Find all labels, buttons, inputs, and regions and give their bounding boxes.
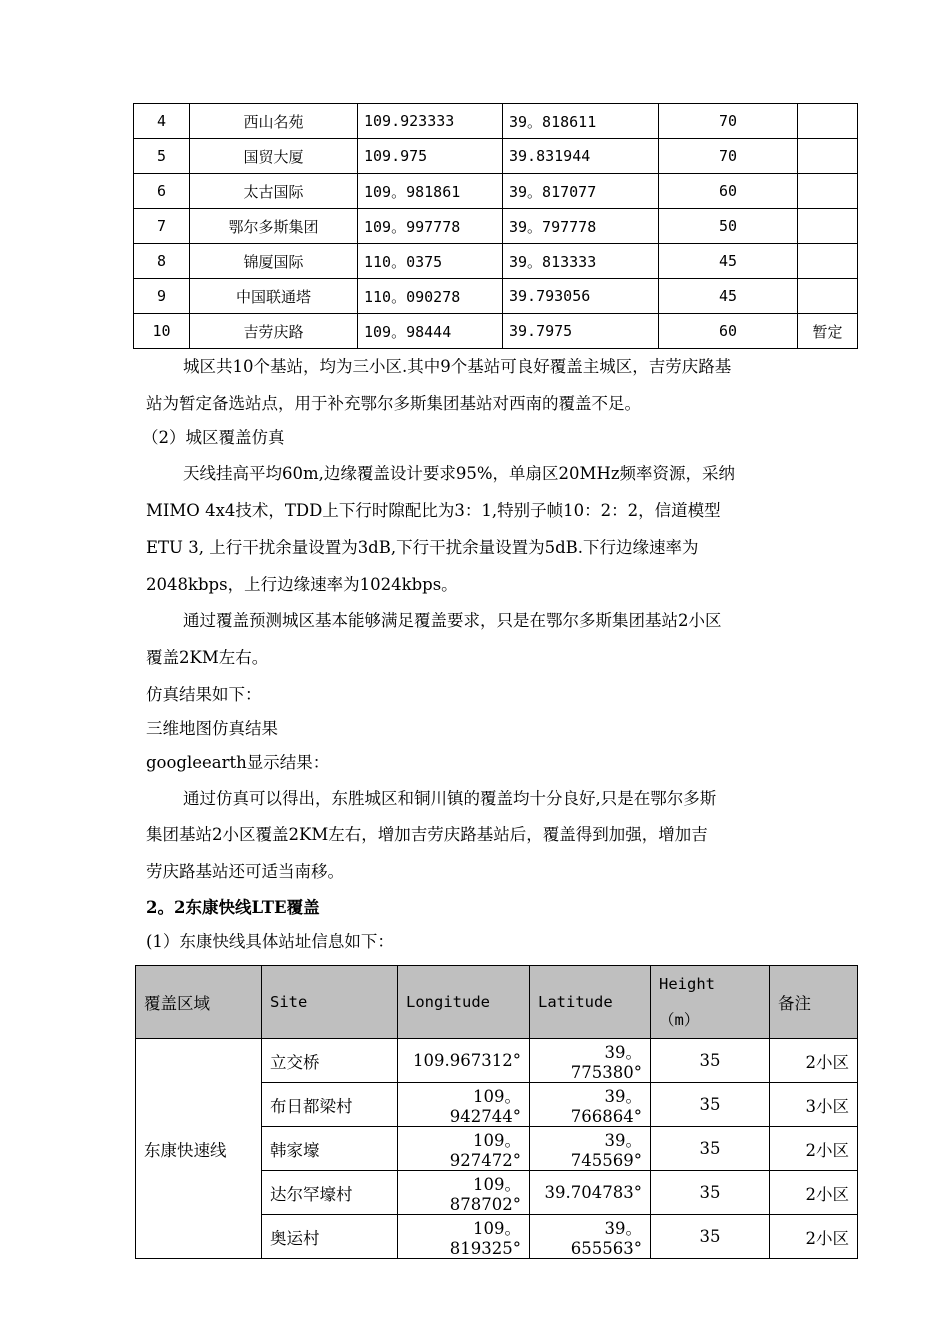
table-cell-latitude: 39。745569° <box>530 1127 651 1171</box>
header-site: Site <box>262 966 398 1039</box>
table-cell-longitude: 109。927472° <box>398 1127 530 1171</box>
table-row <box>136 1039 858 1083</box>
table-cell-latitude: 39。813333 <box>503 244 659 279</box>
table-cell-note <box>798 174 858 209</box>
header-note: 备注 <box>770 966 858 1039</box>
table-cell-longitude: 109。981861 <box>358 174 503 209</box>
table-cell-site: 韩家壕 <box>262 1127 398 1171</box>
table-cell-name: 中国联通塔 <box>190 279 358 314</box>
section-heading: 2。2东康快线LTE覆盖 <box>146 898 320 917</box>
table-cell-name: 吉劳庆路 <box>190 314 358 349</box>
table-cell-note <box>798 279 858 314</box>
paragraph-line: 覆盖2KM左右。 <box>146 648 269 667</box>
table-cell-index: 8 <box>134 244 190 279</box>
table-row <box>134 244 858 279</box>
table-row <box>134 104 858 139</box>
table-cell-name: 锦厦国际 <box>190 244 358 279</box>
table-cell-site: 达尔罕壕村 <box>262 1171 398 1215</box>
table-cell-note <box>798 104 858 139</box>
table-cell-note: 暂定 <box>798 314 858 349</box>
table-cell-longitude: 110。090278 <box>358 279 503 314</box>
site-info-table <box>135 965 858 1259</box>
table-cell-latitude: 39.704783° <box>530 1171 651 1215</box>
table-cell-site: 布日都梁村 <box>262 1083 398 1127</box>
table-cell-height: 45 <box>659 279 798 314</box>
table-cell-height: 35 <box>651 1083 770 1127</box>
paragraph-line: ETU 3, 上行干扰余量设置为3dB,下行干扰余量设置为5dB.下行边缘速率为 <box>146 538 699 557</box>
table-cell-note <box>798 209 858 244</box>
table-row <box>134 209 858 244</box>
table-cell-note: 3小区 <box>770 1083 858 1127</box>
table-cell-index: 9 <box>134 279 190 314</box>
paragraph-line: 通过覆盖预测城区基本能够满足覆盖要求，只是在鄂尔多斯集团基站2小区 <box>183 611 722 630</box>
table-cell-height: 35 <box>651 1127 770 1171</box>
paragraph-line: MIMO 4x4技术，TDD上下行时隙配比为3：1,特别子帧10：2：2，信道模型 <box>146 501 721 520</box>
table-cell-height: 60 <box>659 174 798 209</box>
table-cell-name: 鄂尔多斯集团 <box>190 209 358 244</box>
table-cell-latitude: 39。817077 <box>503 174 659 209</box>
table-cell-latitude: 39。818611 <box>503 104 659 139</box>
paragraph-line: 集团基站2小区覆盖2KM左右，增加吉劳庆路基站后，覆盖得到加强，增加吉 <box>146 825 708 844</box>
header-area: 覆盖区域 <box>136 966 262 1039</box>
table-cell-latitude: 39。797778 <box>503 209 659 244</box>
paragraph-line: 劳庆路基站还可适当南移。 <box>146 862 344 881</box>
table-cell-note <box>798 139 858 174</box>
table-row <box>134 174 858 209</box>
table-cell-height: 35 <box>651 1039 770 1083</box>
paragraph-line: (1）东康快线具体站址信息如下： <box>146 932 394 951</box>
table-cell-latitude: 39.7975 <box>503 314 659 349</box>
table-cell-latitude: 39。655563° <box>530 1215 651 1259</box>
table-cell-longitude: 109。942744° <box>398 1083 530 1127</box>
paragraph-line: 仿真结果如下： <box>146 685 262 704</box>
section-heading: （2）城区覆盖仿真 <box>142 428 285 447</box>
table-cell-name: 国贸大厦 <box>190 139 358 174</box>
base-station-table <box>133 103 858 349</box>
table-cell-longitude: 109.967312° <box>398 1039 530 1083</box>
table-cell-height: 35 <box>651 1171 770 1215</box>
table-cell-site: 立交桥 <box>262 1039 398 1083</box>
paragraph-line: 城区共10个基站，均为三小区.其中9个基站可良好覆盖主城区，吉劳庆路基 <box>183 357 732 376</box>
paragraph-line: 三维地图仿真结果 <box>146 719 278 738</box>
table-cell-index: 10 <box>134 314 190 349</box>
area-cell: 东康快速线 <box>136 1039 262 1259</box>
table-cell-height: 35 <box>651 1215 770 1259</box>
table-cell-index: 7 <box>134 209 190 244</box>
paragraph-line: 2048kbps，上行边缘速率为1024kbps。 <box>146 575 458 594</box>
paragraph-line: 天线挂高平均60m,边缘覆盖设计要求95%，单扇区20MHz频率资源，采纳 <box>183 464 736 483</box>
table-row <box>134 139 858 174</box>
header-latitude: Latitude <box>530 966 651 1039</box>
table-cell-note: 2小区 <box>770 1039 858 1083</box>
table-cell-note <box>798 244 858 279</box>
table-cell-longitude: 109.923333 <box>358 104 503 139</box>
table-cell-height: 60 <box>659 314 798 349</box>
table-cell-name: 太古国际 <box>190 174 358 209</box>
table-cell-note: 2小区 <box>770 1127 858 1171</box>
table-row <box>134 314 858 349</box>
header-height <box>651 966 770 1039</box>
table-cell-latitude: 39.831944 <box>503 139 659 174</box>
table-cell-longitude: 110。0375 <box>358 244 503 279</box>
table-cell-note: 2小区 <box>770 1171 858 1215</box>
table-cell-longitude: 109。878702° <box>398 1171 530 1215</box>
table-cell-height: 70 <box>659 139 798 174</box>
table-header-row <box>136 966 858 1039</box>
paragraph-line: 站为暂定备选站点，用于补充鄂尔多斯集团基站对西南的覆盖不足。 <box>146 394 641 413</box>
table-cell-site: 奥运村 <box>262 1215 398 1259</box>
table-cell-longitude: 109。997778 <box>358 209 503 244</box>
table-row <box>134 279 858 314</box>
table-cell-index: 5 <box>134 139 190 174</box>
paragraph-line: googleearth显示结果： <box>146 753 330 772</box>
table-cell-height: 45 <box>659 244 798 279</box>
table-cell-longitude: 109。819325° <box>398 1215 530 1259</box>
table-cell-index: 4 <box>134 104 190 139</box>
paragraph-line: 通过仿真可以得出，东胜城区和铜川镇的覆盖均十分良好,只是在鄂尔多斯 <box>183 789 717 808</box>
table-cell-longitude: 109.975 <box>358 139 503 174</box>
table-cell-height: 50 <box>659 209 798 244</box>
table-cell-latitude: 39。775380° <box>530 1039 651 1083</box>
table-cell-note: 2小区 <box>770 1215 858 1259</box>
table-cell-name: 西山名苑 <box>190 104 358 139</box>
table-cell-latitude: 39.793056 <box>503 279 659 314</box>
table-cell-latitude: 39。766864° <box>530 1083 651 1127</box>
header-longitude: Longitude <box>398 966 530 1039</box>
header-height-line2: （m） <box>659 1011 700 1029</box>
table-cell-height: 70 <box>659 104 798 139</box>
header-height-line1: Height <box>659 975 715 993</box>
table-cell-index: 6 <box>134 174 190 209</box>
table-cell-longitude: 109。98444 <box>358 314 503 349</box>
